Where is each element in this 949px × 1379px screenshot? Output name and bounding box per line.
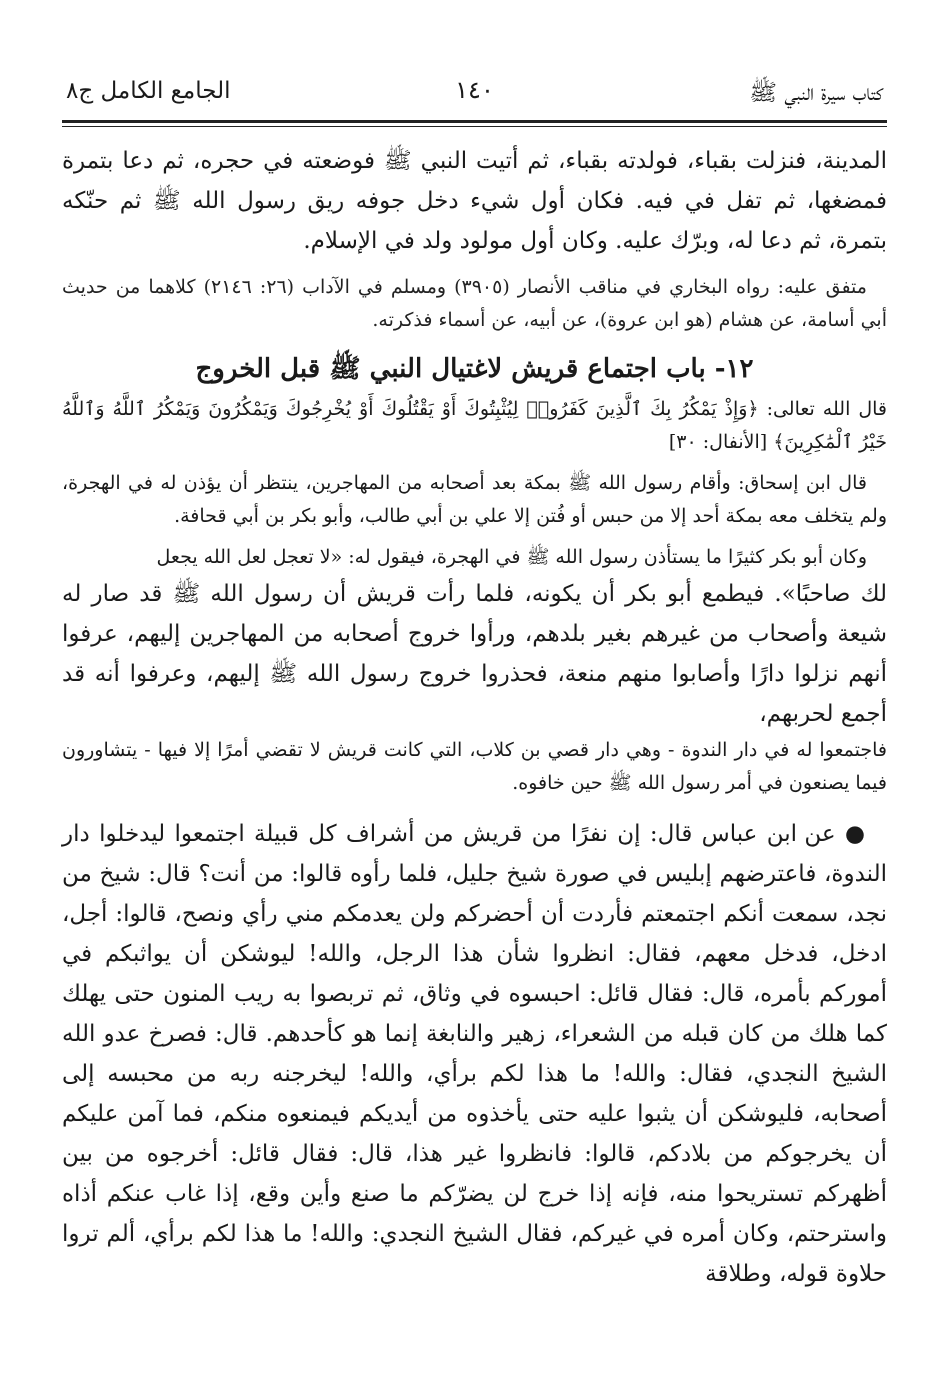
running-title: كتاب سيرة النبي ﷺ (749, 80, 883, 106)
page-number: ١٤٠ (455, 76, 494, 104)
opening-paragraph: المدينة، فنزلت بقباء، فولدته بقباء، ثم أتيت النبي ﷺ فوضعته في حجره، ثم دعا بتمرة فمضغها، ثم تفل في فيه. فكان أول شيء دخل جوفه ريق رسول الله ﷺ ثم حنّكه بتمرة، ثم دعا له، وبرّك عليه. وكان أول مولود ولد في الإسلام. (62, 148, 887, 254)
volume-label: الجامع الكامل ج٨ (66, 78, 231, 104)
abu-bakr-paragraph-body: لك صاحبًا». فيطمع أبو بكر أن يكونه، فلما رأت قريش أن رسول الله ﷺ قد صار له شيعة وأصحاب من غيرهم بغير بلدهم، ورأوا خروج أصحابه من المهاجرين إليهم، عرفوا أنهم نزلوا دارًا وأصابوا منهم منعة، فحذروا خروج رسول الله ﷺ إليهم، وعرفوا أنه قد أجمع لحربهم، (62, 581, 887, 727)
ibn-abbas-hadith (62, 814, 887, 1294)
ibn-abbas-hadith-text: عن ابن عباس قال: إن نفرًا من قريش من أشراف كل قبيلة اجتمعوا ليدخلوا دار الندوة، فاعترضهم إبليس في صورة شيخ جليل، فلما رأوه قالوا: من أنت؟ قال: شيخ من نجد، سمعت أنكم اجتمعتم فأردت أن أحضركم ولن يعدمكم مني رأي ونصح، قالوا: أجل، ادخل، فدخل معهم، فقال: انظروا شأن هذا الرجل، والله! ليوشكن أن يواثبكم في أموركم بأمره، قال: فقال قائل: احبسوه في وثاق، ثم تربصوا به ريب المنون حتى يهلك كما هلك من كان قبله من الشعراء، زهير والنابغة إنما هو كأحدهم. قال: فصرخ عدو الله الشيخ النجدي، فقال: والله! ما هذا لكم برأي، والله! ليخرجنه ربه من محبسه إلى أصحابه، فليوشكن أن يثبوا عليه حتى يأخذوه من أيديكم فيمنعوه منكم، فما آمن عليكم أن يخرجوكم من بلادكم، قالوا: فانظروا غير هذا، قال: فقال قائل: أخرجوه من بين أظهركم تستريحوا منه، فإنه إذا خرج لن يضرّكم ما صنع وأين وقع، إذا غاب عنكم أذاه واسترحتم، وكان أمره في غيركم، فقال الشيخ النجدي: والله! ما هذا لكم برأي، ألم تروا حلاوة قوله، وطلاقة (62, 821, 887, 1287)
hadith-citation: متفق عليه: رواه البخاري في مناقب الأنصار (٣٩٠٥) ومسلم في الآداب (٢٦: ٢١٤٦) كلاهما من حديث أبي أسامة، عن هشام (هو ابن عروة)، عن أبيه، عن أسماء فذكرته. (62, 276, 887, 331)
abu-bakr-paragraph-end: فاجتمعوا له في دار الندوة - وهي دار قصي بن كلاب، التي كانت قريش لا تقضي أمرًا إلا فيها - يتشاورون فيما يصنعون في أمر رسول الله ﷺ حين خافوه. (62, 739, 887, 794)
chapter-title: ١٢- باب اجتماع قريش لاغتيال النبي ﷺ قبل الخروج (195, 354, 754, 384)
quran-verse: قال الله تعالى: ﴿وَإِذْ يَمْكُرُ بِكَ ٱلَّذِينَ كَفَرُوا۟ لِيُثْبِتُوكَ أَوْ يَقْتُلُوكَ أَوْ يُخْرِجُوكَ وَيَمْكُرُونَ وَيَمْكُرُ ٱللَّهُ وَٱللَّهُ خَيْرُ ٱلْمَٰكِرِينَ﴾ [الأنفال: ٣٠] (62, 398, 887, 453)
abu-bakr-paragraph-start: وكان أبو بكر كثيرًا ما يستأذن رسول الله ﷺ في الهجرة، فيقول له: «لا تعجل لعل الله يجعل (156, 546, 867, 568)
ibn-ishaq-paragraph: قال ابن إسحاق: وأقام رسول الله ﷺ بمكة بعد أصحابه من المهاجرين، ينتظر أن يؤذن له في الهجرة، ولم يتخلف معه بمكة أحد إلا من حبس أو فُتن إلا علي بن أبي طالب، وأبو بكر بن أبي قحافة. (62, 472, 887, 527)
page-header (62, 70, 887, 118)
header-rule-thick (62, 120, 887, 123)
header-rule-thin (62, 126, 887, 127)
bullet-icon: ● (844, 820, 867, 847)
book-page (62, 70, 887, 1359)
